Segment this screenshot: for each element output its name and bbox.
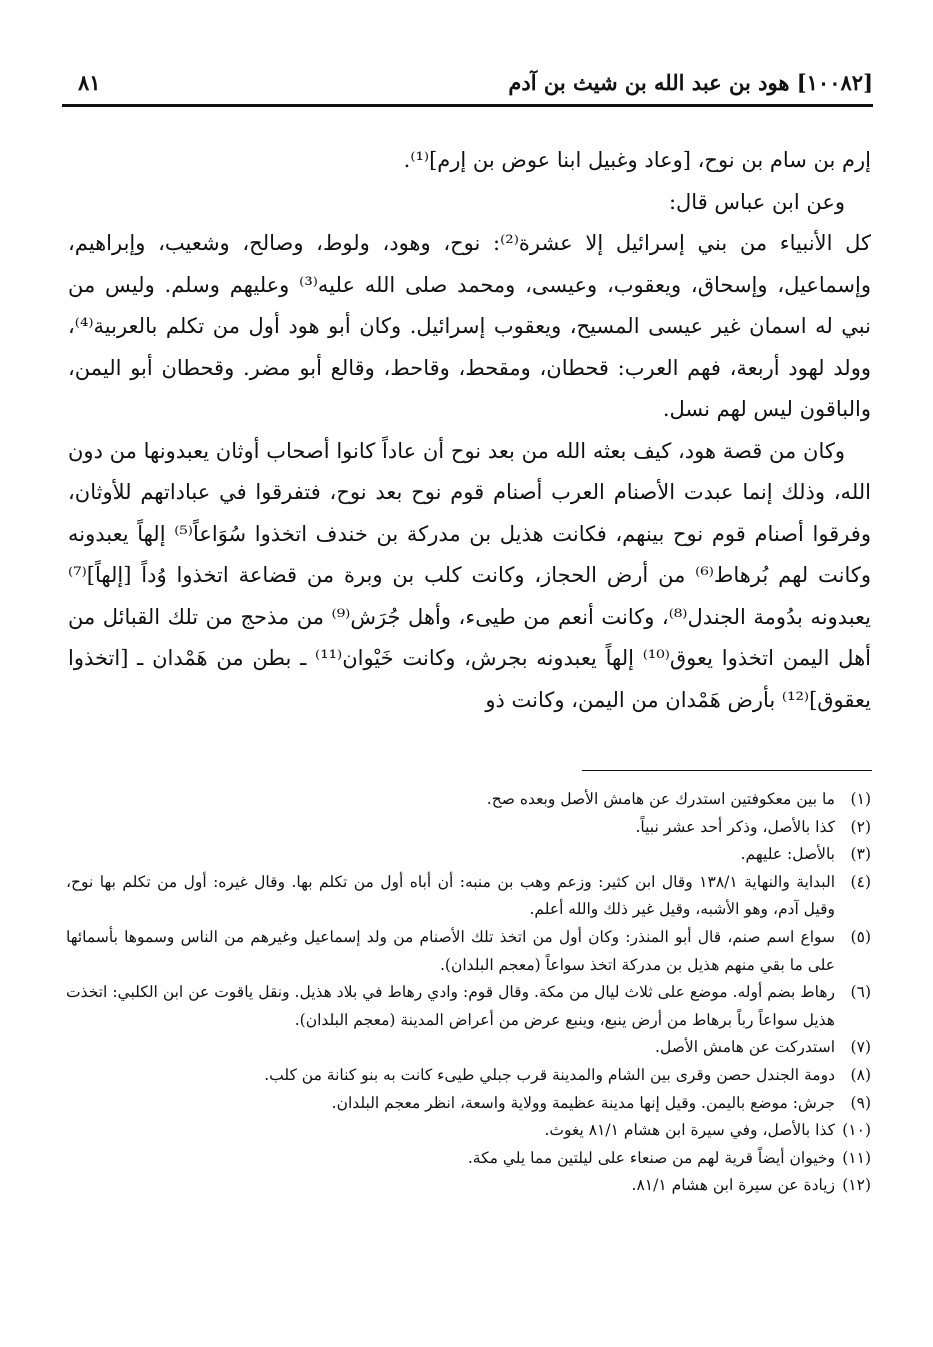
footnote-number: (٥) [850,927,871,946]
footnotes [66,786,871,1200]
footnote-text: ما بين معكوفتين استدرك عن هامش الأصل وبعده صح. [486,790,835,808]
page-number: ٨١ [78,70,101,95]
footnote-number: (٩) [850,1093,871,1112]
footnote-text: زيادة عن سيرة ابن هشام ٨١/١. [631,1176,835,1195]
footnote-number: (١٠) [842,1121,871,1140]
footnote-number: (٧) [850,1038,871,1057]
footnote-number: (٨) [850,1065,871,1084]
footnote [66,814,871,842]
footnote-text: كذا بالأصل، وفي سيرة ابن هشام ٨١/١ يغوث. [544,1121,835,1140]
footnote-text: رهاط بضم أوله. موضع على ثلاث ليال من مكة. وقال قوم: وادي رهاط في بلاد هذيل. ونقل ياقوت عن ابن الكلبي: اتخذت هذيل سواعاً رباً برهاط من أرض ينبع، وينبع عرض من أعراض المدينة (معجم البلدان). [66,983,835,1029]
footnote [66,1062,871,1090]
footnote-text: دومة الجندل حصن وقرى بين الشام والمدينة قرب جبلي طيىء كانت به بنو كنانة من كلب. [264,1065,835,1084]
footnote [66,1145,871,1173]
footnote-text: سواع اسم صنم، قال أبو المنذر: وكان أول من اتخذ تلك الأصنام من ولد إسماعيل وغيرهم من الناس وسموها بأسمائها على ما بقي منهم هذيل بن مدركة اتخذ سواعاً (معجم البلدان). [66,927,835,974]
footnote-text: جرش: موضع باليمن. وقيل إنها مدينة عظيمة وولاية واسعة، انظر معجم البلدان. [331,1093,835,1112]
footnote [66,841,871,869]
footnote-text: بالأصل: عليهم. [740,845,835,864]
footnote [66,979,871,1034]
footnote [66,924,871,979]
footnote-text: استدركت عن هامش الأصل. [655,1038,835,1057]
footnote-number: (٤) [850,872,871,891]
footnote-text: كذا بالأصل، وذكر أحد عشر نبياً. [635,817,835,836]
footnote-text: وخيوان أيضاً قرية لهم من صنعاء على ليلتين مما يلي مكة. [467,1148,835,1167]
footnote-number: (٢) [850,817,871,836]
running-head: [١٠٠٨٢] هود بن عبد الله بن شيث بن آدم [508,70,873,95]
paragraph: وعن ابن عباس قال: [668,189,845,214]
footnote [66,1172,871,1200]
footnote [66,786,871,814]
footnote-number: (٦) [850,983,871,1002]
paragraph: كل الأنبياء من بني إسرائيل إلا عشرة⁽²⁾: نوح، وهود، ولوط، وصالح، وشعيب، وإبراهيم، وإسماعيل، وإسحاق، ويعقوب، وعيسى، ومحمد صلى الله عليه⁽³⁾ وعليهم وسلم. وليس من نبي له اسمان غير عيسى المسيح، ويعقوب إسرائيل. وكان أبو هود أول من تكلم بالعربية⁽⁴⁾، وولد لهود أربعة، فهم العرب: قحطان، ومقحط، وقاحط، وقالع أبو مضر. وقحطان أبو اليمن، والباقون ليس لهم نسل. [68,231,872,421]
footnote-separator [582,770,872,771]
footnote-number: (١) [850,790,871,808]
footnote-number: (١١) [842,1148,871,1167]
footnote [66,869,871,924]
footnote [66,1034,871,1062]
footnote-number: (٣) [850,845,871,864]
page-header [70,70,873,104]
paragraph: وكان من قصة هود، كيف بعثه الله من بعد نوح أن عاداً كانوا أصحاب أوثان يعبدونها من دون الله، وذلك إنما عبدت الأصنام العرب أصنام قوم نوح بعد نوح، فتفرقوا في عباداتهم للأوثان، وفرقوا أصنام قوم نوح بينهم، فكانت هذيل بن مدركة بن خندف اتخذوا سُوَاعاً⁽⁵⁾ إلهاً يعبدونه وكانت لهم بُرهاط⁽⁶⁾ من أرض الحجاز، وكانت كلب بن وبرة من قضاعة اتخذوا وُداً [إلهاً]⁽⁷⁾ يعبدونه بدُومة الجندل⁽⁸⁾، وكانت أنعم من طيىء، وأهل جُرَش⁽⁹⁾ من مذحج من تلك القبائل من أهل اليمن اتخذوا يعوق⁽¹⁰⁾ إلهاً يعبدونه بجرش، وكانت خَيْوان⁽¹¹⁾ ـ بطن من هَمْدان ـ [اتخذوا يعقوق]⁽¹²⁾ بأرض هَمْدان من اليمن، وكانت ذو [68,438,872,712]
paragraph: إرم بن سام بن نوح، [وعاد وغبيل ابنا عوض بن إرم]⁽¹⁾. [403,148,871,172]
footnote [66,1117,871,1145]
footnote-text: البداية والنهاية ١٣٨/١ وقال ابن كثير: وزعم وهب بن منبه: أن أباه أول من تكلم بها. وقال غيره: أول من تكلم بها نوح، وقيل آدم، وهو الأشبه، وقيل غير ذلك والله أعلم. [66,872,835,919]
header-rule [62,104,873,107]
main-text [68,140,871,721]
footnote [66,1090,871,1118]
footnote-number: (١٢) [842,1176,871,1195]
